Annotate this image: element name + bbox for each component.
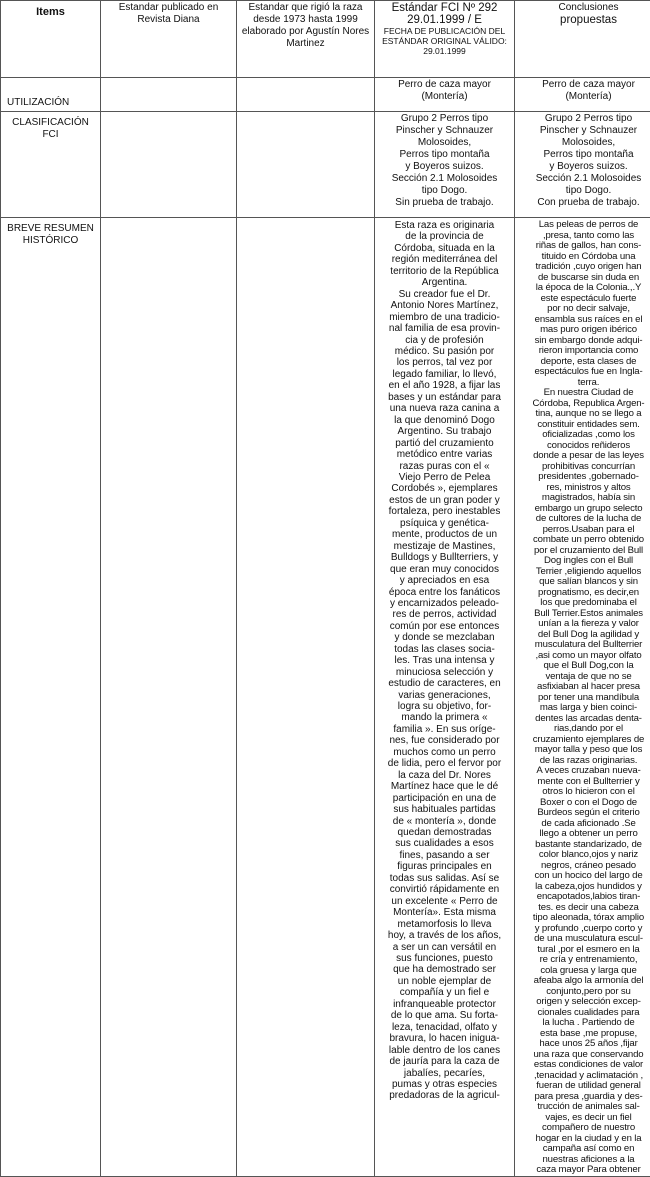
- row-resumen-historico: [1, 218, 650, 1177]
- header-conclusiones: [515, 1, 650, 78]
- header-row: [1, 1, 650, 78]
- cell-resumen-fci: Esta raza es originaria de la provincia de Córdoba, situada en la región mediterránea del territorio de la República Argentina. Su creador fue el Dr. Antonio Nores Martínez, miembro de una tradicio- nal familia de esa provin- cia y de profesión médico. Su pasión por los perros, tal vez por legado familiar, lo llevó, en el año 1928, a fijar las bases y un estándar para una nueva raza canina a la que denominó Dogo Argentino. Su trabajo partió del cruzamiento metódico entre varias razas puras con el « Viejo Perro de Pelea Cordobés », ejemplares estos de un gran poder y fortaleza, pero inestables psíquica y genética- mente, productos de un mestizaje de Mastines, Bulldogs y Bullterriers, y que eran muy conocidos y apreciados en esa época entre los fanáticos y encarnizados peleado- res de perros, actividad común por ese entonces y donde se mezclaban todas las clases socia- les. Tras una intensa y minuciosa selección y estudio de caracteres, en varias generaciones, logra su objetivo, for- mando la primera « familia ». En sus oríge- nes, fue considerado por muchos como un perro de lidia, pero el fervor por la caza del Dr. Nores Martínez hace que le dé participación en una de sus habituales partidas de « montería », donde quedan demostradas sus cualidades a esos fines, pasando a ser figuras principales en todas sus salidas. Así se convirtió rápidamente en un excelente « Perro de Montería». Esta misma metamorfosis lo lleva hoy, a través de los años, a ser un can versátil en sus funciones, puesto que ha demostrado ser un noble ejemplar de compañía y un fiel e infranqueable protector de lo que ama. Su forta- leza, tenacidad, olfato y bravura, lo hacen inigua- lable dentro de los canes de jauría para la caza de jabalíes, pecaríes, pumas y otras especies predadoras de la agricul-: [375, 218, 515, 1177]
- cell-utilizacion-conclusiones: Perro de caza mayor (Montería): [515, 78, 650, 112]
- cell-resumen-1973: [237, 218, 375, 1177]
- header-estandar-1973-1999: Estandar que rigió la raza desde 1973 hasta 1999 elaborado por Agustín Nores Martinez: [237, 1, 375, 78]
- header-conclusiones-line2: propuestas: [517, 14, 650, 26]
- label-utilizacion: UTILIZACIÓN: [1, 78, 101, 112]
- cell-utilizacion-1973: [237, 78, 375, 112]
- header-revista-diana: Estandar publicado en Revista Diana: [101, 1, 237, 78]
- row-clasificacion: [1, 112, 650, 218]
- cell-resumen-conclusiones: Las peleas de perros de ,presa, tanto como las riñas de gallos, han cons- tituido en Córdoba una tradición ,cuyo origen han de buscarse sin duda en la época de la Colonia.,.Y este espectáculo fuerte por no decir salvaje, ensambla sus raíces en el mas puro origen ibérico sin embargo donde adqui- rieron importancia como deporte, esta clases de espectáculos fue en Ingla- terra. En nuestra Ciudad de Córdoba, Republica Argen- tina, aunque no se llego a constituir entidades sem. oficializadas ,como los conocidos reñideros donde a pesar de las leyes prohibitivas concurrían presidentes ,gobernado- res, ministros y altos magistrados, había sin embargo un grupo selecto de cultores de la lucha de perros.Usaban para el combate un perro obtenido por el cruzamiento del Bull Dog ingles con el Bull Terrier ,eligiendo aquellos que salían blancos y sin prognatismo, es decir,en los que predominaba el Bull Terrier.Estos animales unían a la fiereza y valor del Bull Dog la agilidad y musculatura del Bullterrier ,asi como un mayor olfato que el Bull Dog,con la ventaja de que no se asfixiaban al hacer presa por tener una mandíbula mas larga y bien coinci- dentes las arcadas denta- rias,dando por el cruzamiento ejemplares de mayor talla y peso que los de las razas originarias. A veces cruzaban nueva- mente con el Bullterrier y otros lo hicieron con el Boxer o con el Dogo de Burdeos según el criterio de cada aficionado .Se llego a obtener un perro bastante standarizado, de color blanco,ojos y nariz negros, cráneo pesado con un hocico del largo de la cabeza,ojos hundidos y encapotados,labios tiran- tes. es decir una cabeza tipo aleonada, tórax amplio y profundo ,cuerpo corto y de una musculatura escul- tural ,por el esmero en la re cría y entrenamiento, cola gruesa y larga que afeaba algo la armonía del conjunto,pero por su origen y selección excep- cionales cualidades para la lucha . Partiendo de esta base ,me propuse, hace unos 25 años ,fijar una raza que conservando estas condiciones de valor ,tenacidad y aclimatación , fueran de utilidad general para presa ,guardia y des- trucción de animales sal- vajes, es decir un fiel compañero de nuestro hogar en la ciudad y en la campaña así como en nuestras aficiones a la caza mayor Para obtener: [515, 218, 650, 1177]
- cell-clasificacion-1973: [237, 112, 375, 218]
- header-estandar-fci: [375, 1, 515, 78]
- cell-utilizacion-revista: [101, 78, 237, 112]
- cell-clasificacion-fci: Grupo 2 Perros tipo Pinscher y Schnauzer Molosoides, Perros tipo montaña y Boyeros suizos. Sección 2.1 Molosoides tipo Dogo. Sin prueba de trabajo.: [375, 112, 515, 218]
- header-fci-publication-date: FECHA DE PUBLICACIÓN DEL ESTÁNDAR ORIGINAL VÁLIDO: 29.01.1999: [377, 26, 512, 56]
- cell-clasificacion-revista: [101, 112, 237, 218]
- header-conclusiones-line1: Conclusiones: [517, 2, 650, 14]
- cell-resumen-revista: [101, 218, 237, 1177]
- row-utilizacion: [1, 78, 650, 112]
- header-items: Items: [1, 1, 101, 78]
- cell-utilizacion-fci: Perro de caza mayor (Montería): [375, 78, 515, 112]
- header-fci-number: Estándar FCI Nº 292 29.01.1999 / E: [377, 2, 512, 26]
- label-resumen-historico: BREVE RESUMEN HISTÓRICO: [1, 218, 101, 1177]
- cell-clasificacion-conclusiones: Grupo 2 Perros tipo Pinscher y Schnauzer Molosoides, Perros tipo montaña y Boyeros suizos. Sección 2.1 Molosoides tipo Dogo. Con prueba de trabajo.: [515, 112, 650, 218]
- label-clasificacion: CLASIFICACIÓN FCI: [1, 112, 101, 218]
